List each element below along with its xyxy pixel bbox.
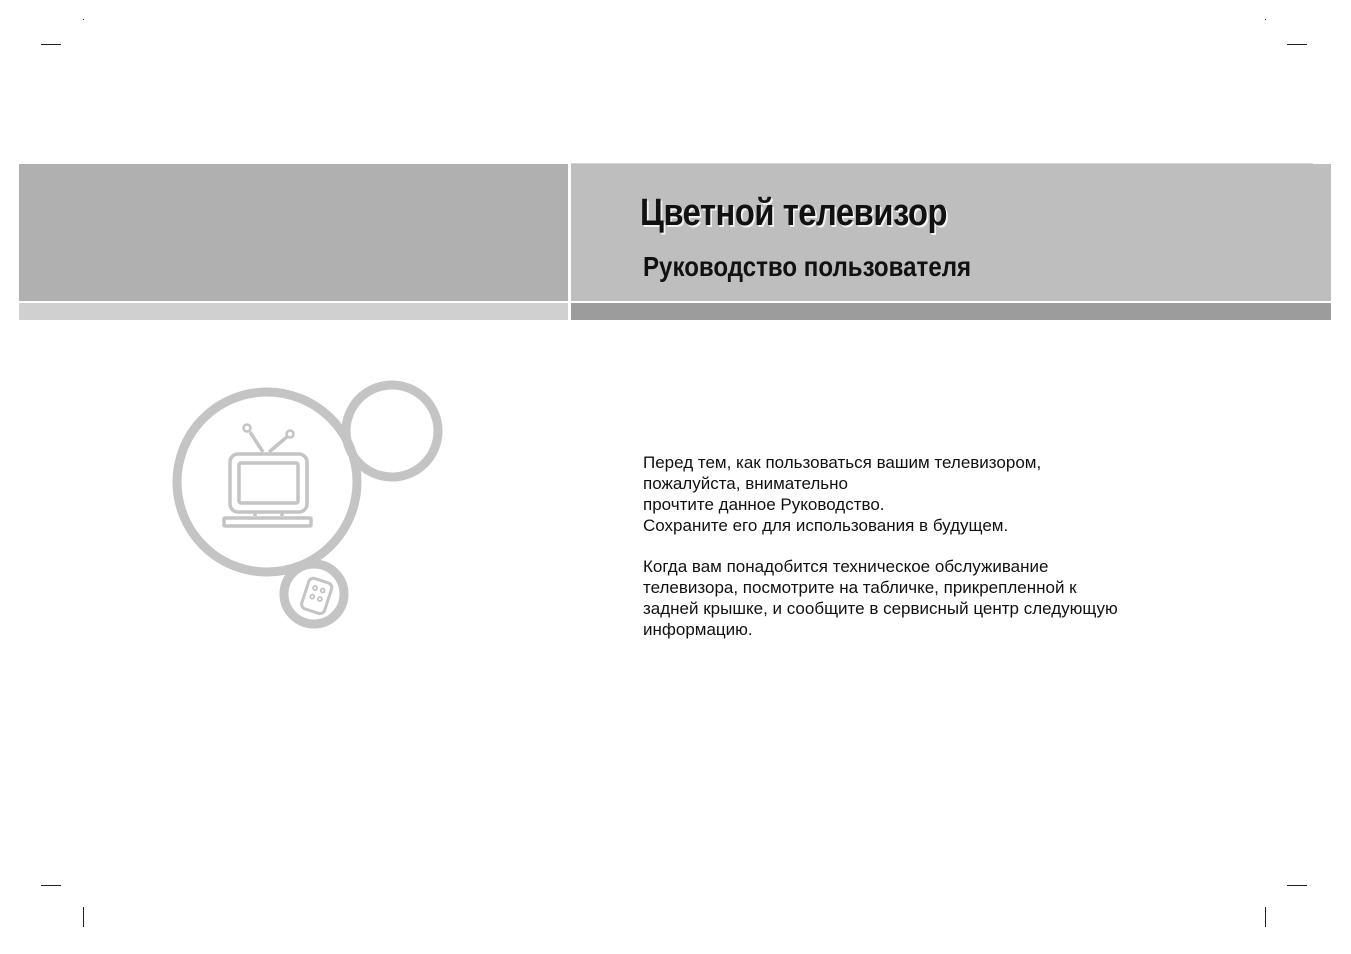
crop-mark-bottom-right (1287, 885, 1307, 886)
crop-mark-top-left (41, 44, 61, 45)
page-subtitle: Руководство пользователя (643, 251, 972, 282)
crop-mark-bottom-left-vertical (83, 907, 84, 927)
intro-line: прочтите данное Руководство. (643, 495, 885, 514)
service-line: телевизора, посмотрите на табличке, прикрепленной к (643, 578, 1077, 597)
page-title: Цветной телевизор (640, 192, 948, 234)
upper-ring (346, 385, 438, 477)
intro-line: Перед тем, как пользоваться вашим телевизором, (643, 453, 1042, 472)
crop-mark-top-right (1287, 44, 1307, 45)
tv-icon (224, 425, 311, 527)
large-ring (177, 392, 357, 572)
service-line: задней крышке, и сообщите в сервисный центр следующую (643, 599, 1118, 618)
header-strip-left (19, 303, 568, 320)
crop-mark-top-right-dot (1265, 19, 1266, 20)
remote-control-icon (300, 577, 333, 615)
small-ring (284, 564, 344, 624)
crop-mark-top-left-dot (83, 19, 84, 20)
tv-illustration (160, 368, 460, 638)
crop-mark-bottom-left (41, 885, 61, 886)
service-line: Когда вам понадобится техническое обслуживание (643, 557, 1049, 576)
service-line: информацию. (643, 620, 753, 639)
header-band-left (19, 164, 568, 301)
intro-paragraph (643, 452, 1243, 536)
header-strip-right (571, 303, 1331, 320)
crop-mark-bottom-right-vertical (1265, 907, 1266, 927)
service-paragraph (643, 556, 1243, 640)
intro-line: Сохраните его для использования в будущем. (643, 516, 1009, 535)
intro-line: пожалуйста, внимательно (643, 474, 848, 493)
